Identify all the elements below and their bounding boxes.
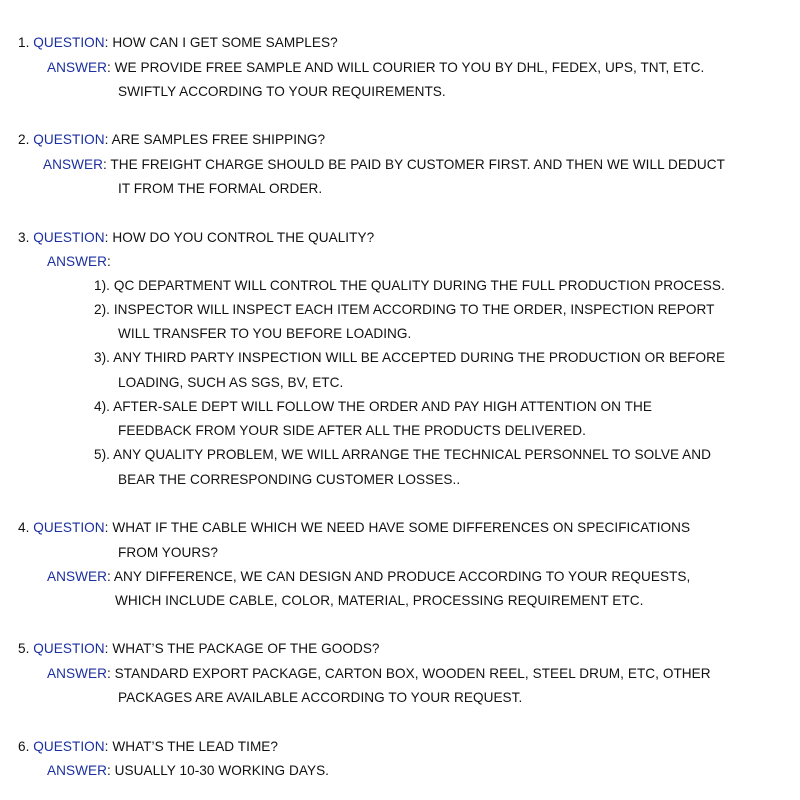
q5-number: 5. xyxy=(18,641,30,656)
q4-answer-line xyxy=(47,569,690,585)
q2-question-line xyxy=(18,132,325,148)
q3-item-2: 2). INSPECTOR WILL INSPECT EACH ITEM ACCORDING TO THE ORDER, INSPECTION REPORT xyxy=(94,302,715,317)
q3-item-1: 1). QC DEPARTMENT WILL CONTROL THE QUALITY DURING THE FULL PRODUCTION PROCESS. xyxy=(94,278,725,293)
q6-number: 6. xyxy=(18,739,30,754)
q4-answer-label: ANSWER xyxy=(47,569,107,584)
q3-number: 3. xyxy=(18,230,30,245)
q5-answer-text: : STANDARD EXPORT PACKAGE, CARTON BOX, WOODEN REEL, STEEL DRUM, ETC, OTHER xyxy=(106,666,711,681)
q4-question-label: QUESTION xyxy=(33,520,105,535)
q2-answer-text: : THE FREIGHT CHARGE SHOULD BE PAID BY CUSTOMER FIRST. AND THEN WE WILL DEDUCT xyxy=(102,157,725,172)
q6-question-label: QUESTION xyxy=(33,739,105,754)
q1-answer-line xyxy=(47,60,704,76)
q1-answer-label: ANSWER xyxy=(47,60,107,75)
q1-number: 1. xyxy=(18,35,30,50)
q5-answer-line xyxy=(47,666,711,682)
q5-answer-continuation: PACKAGES ARE AVAILABLE ACCORDING TO YOUR REQUEST. xyxy=(118,690,523,705)
q3-item-4: 4). AFTER-SALE DEPT WILL FOLLOW THE ORDER AND PAY HIGH ATTENTION ON THE xyxy=(94,399,652,414)
q5-question-text: : WHAT’S THE PACKAGE OF THE GOODS? xyxy=(104,641,380,656)
q1-question-label: QUESTION xyxy=(33,35,105,50)
q3-question-line xyxy=(18,230,374,246)
q4-question-line xyxy=(18,520,690,536)
q2-answer-label: ANSWER xyxy=(43,157,103,172)
q3-item-2-continuation: WILL TRANSFER TO YOU BEFORE LOADING. xyxy=(118,326,412,341)
q3-item-5-continuation: BEAR THE CORRESPONDING CUSTOMER LOSSES.. xyxy=(118,472,461,487)
q3-item-4-continuation: FEEDBACK FROM YOUR SIDE AFTER ALL THE PRODUCTS DELIVERED. xyxy=(118,423,586,438)
q4-answer-text: : ANY DIFFERENCE, WE CAN DESIGN AND PRODUCE ACCORDING TO YOUR REQUESTS, xyxy=(106,569,691,584)
q5-answer-label: ANSWER xyxy=(47,666,107,681)
q3-question-label: QUESTION xyxy=(33,230,105,245)
q3-answer-colon: : xyxy=(106,254,111,269)
q2-number: 2. xyxy=(18,132,30,147)
q3-item-5: 5). ANY QUALITY PROBLEM, WE WILL ARRANGE THE TECHNICAL PERSONNEL TO SOLVE AND xyxy=(94,447,711,462)
q4-question-continuation: FROM YOURS? xyxy=(118,545,219,560)
q2-question-label: QUESTION xyxy=(33,132,105,147)
q1-question-line xyxy=(18,35,338,51)
q1-answer-text: : WE PROVIDE FREE SAMPLE AND WILL COURIER TO YOU BY DHL, FEDEX, UPS, TNT, ETC. xyxy=(106,60,705,75)
q2-question-text: : ARE SAMPLES FREE SHIPPING? xyxy=(104,132,326,147)
q1-answer-continuation: SWIFTLY ACCORDING TO YOUR REQUIREMENTS. xyxy=(118,84,446,99)
q2-answer-continuation: IT FROM THE FORMAL ORDER. xyxy=(118,181,323,196)
q6-answer-text: : USUALLY 10-30 WORKING DAYS. xyxy=(106,763,330,778)
q3-item-3-continuation: LOADING, SUCH AS SGS, BV, ETC. xyxy=(118,375,344,390)
q3-answer-line xyxy=(47,254,111,270)
q6-answer-line xyxy=(47,763,329,779)
q1-question-text: : HOW CAN I GET SOME SAMPLES? xyxy=(104,35,338,50)
q3-answer-label: ANSWER xyxy=(47,254,107,269)
q6-answer-label: ANSWER xyxy=(47,763,107,778)
q3-item-3: 3). ANY THIRD PARTY INSPECTION WILL BE ACCEPTED DURING THE PRODUCTION OR BEFORE xyxy=(94,350,726,365)
q4-question-text: : WHAT IF THE CABLE WHICH WE NEED HAVE SOME DIFFERENCES ON SPECIFICATIONS xyxy=(104,520,691,535)
q4-number: 4. xyxy=(18,520,30,535)
q6-question-line xyxy=(18,739,278,755)
q4-answer-continuation: WHICH INCLUDE CABLE, COLOR, MATERIAL, PROCESSING REQUIREMENT ETC. xyxy=(115,593,644,608)
q3-question-text: : HOW DO YOU CONTROL THE QUALITY? xyxy=(104,230,375,245)
q6-question-text: : WHAT’S THE LEAD TIME? xyxy=(104,739,279,754)
q5-question-label: QUESTION xyxy=(33,641,105,656)
q5-question-line xyxy=(18,641,380,657)
q2-answer-line xyxy=(43,157,725,173)
